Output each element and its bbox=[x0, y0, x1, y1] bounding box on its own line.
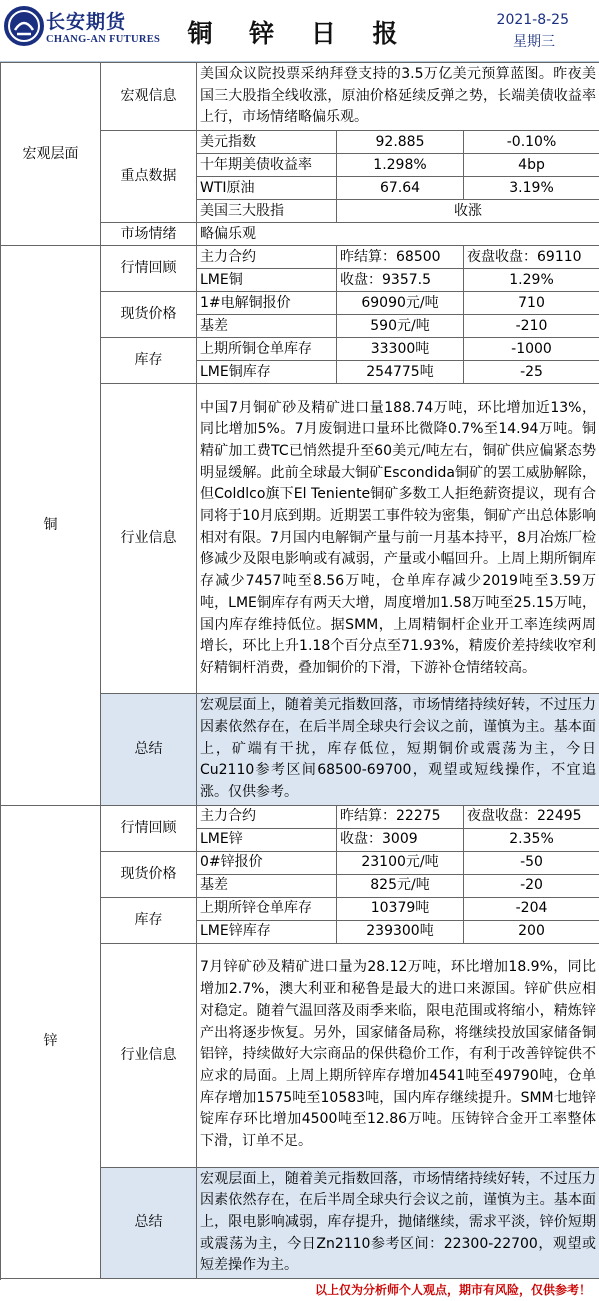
section-macro: 宏观层面 bbox=[1, 63, 101, 246]
key-data-name: WTI原油 bbox=[197, 177, 337, 200]
zinc-stock-cell: 200 bbox=[464, 920, 599, 943]
copper-stock-cell: LME铜库存 bbox=[197, 361, 337, 384]
zinc-stock-cell: 上期所锌仓单库存 bbox=[197, 897, 337, 920]
sentiment-value: 略偏乐观 bbox=[197, 223, 599, 246]
copper-spot-label: 现货价格 bbox=[101, 292, 197, 338]
copper-spot-cell: 710 bbox=[464, 292, 599, 315]
zinc-stock-cell: 10379吨 bbox=[337, 897, 464, 920]
copper-spot-cell: -210 bbox=[464, 315, 599, 338]
zinc-review-cell: 主力合约 bbox=[197, 805, 337, 828]
key-data-name: 美元指数 bbox=[197, 131, 337, 154]
zinc-industry-label: 行业信息 bbox=[101, 943, 197, 1167]
key-data-value: 92.885 bbox=[337, 131, 464, 154]
zinc-stock-cell: LME锌库存 bbox=[197, 920, 337, 943]
zinc-stock-label: 库存 bbox=[101, 897, 197, 943]
zinc-industry-text: 7月锌矿砂及精矿进口量为28.12万吨，环比增加18.9%，同比增加2.7%，澳大利亚和秘鲁是最大的进口来源国。锌矿供应相对稳定。随着气温回落及雨季来临，限电范围或将缩小，精炼锌产出将逐步恢复。另外，国家储备局称，将继续投放国家储备铜铝锌，持续做好大宗商品的保供稳价工作，有利于改善锌锭供不应求的局面。上周上期所锌库存增加4541吨至49790吨，仓单库存增加1575吨至10583吨，国内库存继续提升。SMM七地锌锭库存环比增加4500吨至12.86万吨。压铸锌合金开工率整体下滑，订单不足。 bbox=[197, 943, 599, 1167]
copper-stock-cell: -1000 bbox=[464, 338, 599, 361]
macro-info-label: 宏观信息 bbox=[101, 63, 197, 131]
zinc-summary-text: 宏观层面上，随着美元指数回落，市场情绪持续好转，不过压力因素依然存在，在后半周全球央行会议之前，谨慎为主。基本面上，限电影响减弱，库存提升，抛储继续，需求平淡，锌价短期或震荡为主，今日Zn2110参考区间：22300-22700，观望或短差操作为主。 bbox=[197, 1167, 599, 1279]
zinc-spot-cell: -50 bbox=[464, 851, 599, 874]
key-data-name: 十年期美债收益率 bbox=[197, 154, 337, 177]
copper-review-label: 行情回顾 bbox=[101, 246, 197, 292]
section-copper: 铜 bbox=[1, 246, 101, 806]
brand-name-en: CHANG-AN FUTURES bbox=[46, 34, 160, 45]
zinc-spot-cell: 825元/吨 bbox=[337, 874, 464, 897]
copper-stock-cell: 33300吨 bbox=[337, 338, 464, 361]
report-title: 铜 锌 日 报 bbox=[0, 14, 599, 50]
copper-review-cell: 1.29% bbox=[464, 269, 599, 292]
zinc-spot-cell: 23100元/吨 bbox=[337, 851, 464, 874]
report-header bbox=[0, 0, 599, 62]
zinc-spot-cell: -20 bbox=[464, 874, 599, 897]
key-data-label: 重点数据 bbox=[101, 131, 197, 223]
key-data-change: -0.10% bbox=[464, 131, 599, 154]
zinc-summary-label: 总结 bbox=[101, 1167, 197, 1279]
copper-industry-label: 行业信息 bbox=[101, 384, 197, 694]
key-data-value: 收涨 bbox=[337, 200, 599, 223]
copper-review-cell: 主力合约 bbox=[197, 246, 337, 269]
zinc-review-cell: 收盘：3009 bbox=[337, 828, 464, 851]
key-data-value: 67.64 bbox=[337, 177, 464, 200]
zinc-stock-cell: 239300吨 bbox=[337, 920, 464, 943]
brand-name-cn: 长安期货 bbox=[46, 7, 126, 34]
copper-stock-cell: -25 bbox=[464, 361, 599, 384]
macro-info-text: 美国众议院投票采纳拜登支持的3.5万亿美元预算蓝图。昨夜美国三大股指全线收涨，原油价格延续反弹之势，长端美债收益率上行，市场情绪略偏乐观。 bbox=[197, 63, 599, 131]
copper-stock-cell: 254775吨 bbox=[337, 361, 464, 384]
zinc-review-cell: 夜盘收盘：22495 bbox=[464, 805, 599, 828]
key-data-change: 4bp bbox=[464, 154, 599, 177]
report-table bbox=[0, 62, 599, 1279]
copper-stock-cell: 上期所铜仓单库存 bbox=[197, 338, 337, 361]
copper-review-cell: LME铜 bbox=[197, 269, 337, 292]
disclaimer-footer: 以上仅为分析师个人观点，期市有风险，仅供参考！ bbox=[0, 1279, 599, 1301]
zinc-review-label: 行情回顾 bbox=[101, 805, 197, 851]
copper-review-cell: 夜盘收盘：69110 bbox=[464, 246, 599, 269]
report-weekday: 星期三 bbox=[513, 31, 555, 51]
copper-spot-cell: 590元/吨 bbox=[337, 315, 464, 338]
copper-summary-text: 宏观层面上，随着美元指数回落，市场情绪持续好转，不过压力因素依然存在，在后半周全球央行会议之前，谨慎为主。基本面上，矿端有干扰，库存低位，短期铜价或震荡为主，今日Cu2110参考区间68500-69700，观望或短线操作，不宜追涨。仅供参考。 bbox=[197, 694, 599, 806]
zinc-spot-label: 现货价格 bbox=[101, 851, 197, 897]
copper-review-cell: 收盘：9357.5 bbox=[337, 269, 464, 292]
copper-review-cell: 昨结算：68500 bbox=[337, 246, 464, 269]
zinc-review-cell: 昨结算：22275 bbox=[337, 805, 464, 828]
section-zinc: 锌 bbox=[1, 805, 101, 1279]
copper-spot-cell: 1#电解铜报价 bbox=[197, 292, 337, 315]
zinc-spot-cell: 0#锌报价 bbox=[197, 851, 337, 874]
copper-spot-cell: 69090元/吨 bbox=[337, 292, 464, 315]
key-data-value: 1.298% bbox=[337, 154, 464, 177]
copper-summary-label: 总结 bbox=[101, 694, 197, 806]
copper-stock-label: 库存 bbox=[101, 338, 197, 384]
zinc-review-cell: 2.35% bbox=[464, 828, 599, 851]
key-data-change: 3.19% bbox=[464, 177, 599, 200]
sentiment-label: 市场情绪 bbox=[101, 223, 197, 246]
copper-industry-text: 中国7月铜矿砂及精矿进口量188.74万吨，环比增加近13%，同比增加5%。7月废铜进口量环比微降0.7%至14.94万吨。铜精矿加工费TC已悄然提升至60美元/吨左右，铜矿供应偏紧态势明显缓解。此前全球最大铜矿Escondida铜矿的罢工威胁解除，但Coldlco旗下El Teniente铜矿多数工人拒绝薪资提议，现有合同将于10月底到期。近期罢工事件较为密集，铜矿产出总体影响相对有限。7月国内电解铜产量与前一月基本持平，8月冶炼厂检修减少及限电影响或有减弱，产量或小幅回升。上周上期所铜库存减少7457吨至8.56万吨，仓单库存减少2019吨至3.59万吨，LME铜库存有两天大增，周度增加1.58万吨至25.15万吨，国内库存维持低位。据SMM，上周精铜杆企业开工率连续两周增长，环比上升1.18个百分点至71.93%，精废价差持续收窄利好精铜杆消费，叠加铜价的下滑，下游补仓情绪较高。 bbox=[197, 384, 599, 694]
report-date: 2021-8-25 bbox=[497, 12, 569, 28]
zinc-review-cell: LME锌 bbox=[197, 828, 337, 851]
zinc-spot-cell: 基差 bbox=[197, 874, 337, 897]
zinc-stock-cell: -204 bbox=[464, 897, 599, 920]
key-data-name: 美国三大股指 bbox=[197, 200, 337, 223]
copper-spot-cell: 基差 bbox=[197, 315, 337, 338]
